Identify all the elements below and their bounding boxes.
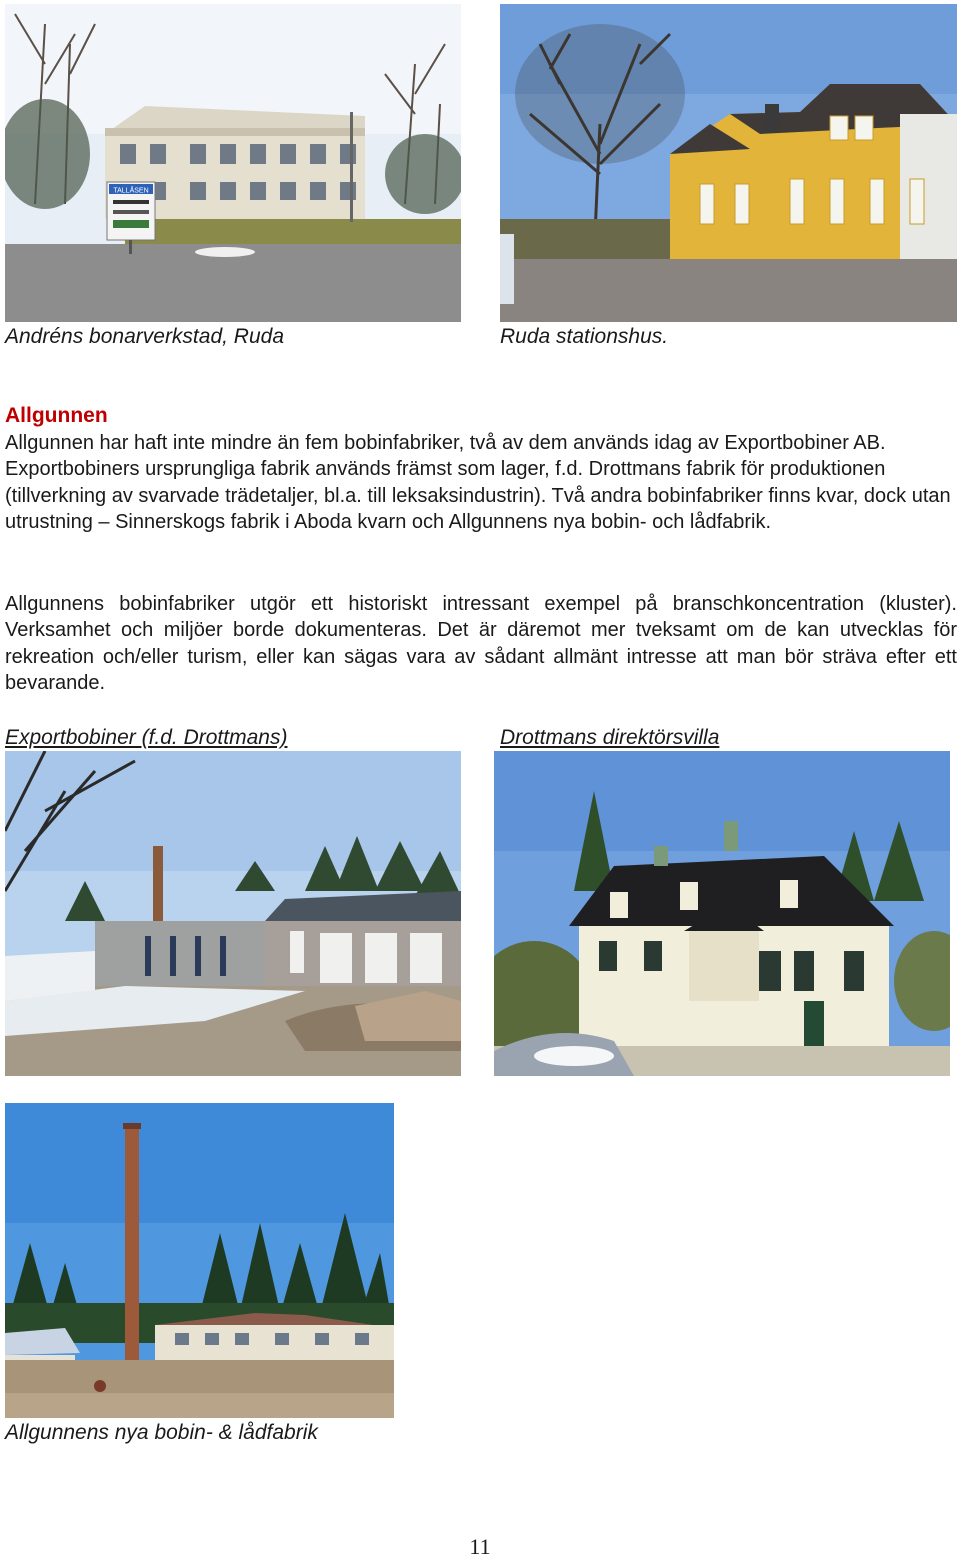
photo3-illustration xyxy=(5,751,461,1076)
photo4-illustration xyxy=(494,751,950,1076)
photo-exportbobiner xyxy=(5,751,461,1076)
sign-text: TALLÅSEN xyxy=(113,187,149,195)
paragraph-1 xyxy=(5,430,957,535)
photo5-illustration xyxy=(5,1103,394,1418)
photo2-illustration xyxy=(500,4,957,322)
caption-photo2: Ruda stationshus. xyxy=(500,325,669,348)
photo-drottmans-direktorsvilla xyxy=(494,751,950,1076)
photo-andrens-bonarverkstad xyxy=(5,4,461,322)
photo1-illustration xyxy=(5,4,461,322)
section-heading: Allgunnen xyxy=(5,404,108,427)
photo-allgunnens-nya-fabrik xyxy=(5,1103,394,1418)
paragraph-2-text: Allgunnens bobinfabriker utgör ett historiskt intressant exempel på branschkoncentration (kluster). Verksamhet och miljöer borde dokumenteras. Det är däremot mer tveksamt om de kan utvecklas för rekreation och/eller turism, eller kan sägas vara av sådant allmänt intresse att man bör sträva efter ett bevarande. xyxy=(5,593,957,694)
paragraph-1-text: Allgunnen har haft inte mindre än fem bobinfabriker, två av dem används idag av Exportbobiner AB. Exportbobiners ursprungliga fabrik används främst som lager, f.d. Drottmans fabrik för produktionen (tillverkning av svarvade trädetaljer, bl.a. till leksaksindustrin). Två andra bobinfabriker finns kvar, dock utan utrustning – Sinnerskogs fabrik i Aboda kvarn och Allgunnens nya bobin- och lådfabrik. xyxy=(5,432,951,533)
photo-ruda-stationshus xyxy=(500,4,957,322)
page-number: 11 xyxy=(469,1534,491,1559)
caption-photo3: Exportbobiner (f.d. Drottmans) xyxy=(5,726,288,749)
paragraph-2 xyxy=(5,591,957,696)
caption-photo4: Drottmans direktörsvilla xyxy=(500,726,720,749)
caption-photo5: Allgunnens nya bobin- & lådfabrik xyxy=(5,1421,318,1444)
caption-photo1: Andréns bonarverkstad, Ruda xyxy=(5,325,284,348)
